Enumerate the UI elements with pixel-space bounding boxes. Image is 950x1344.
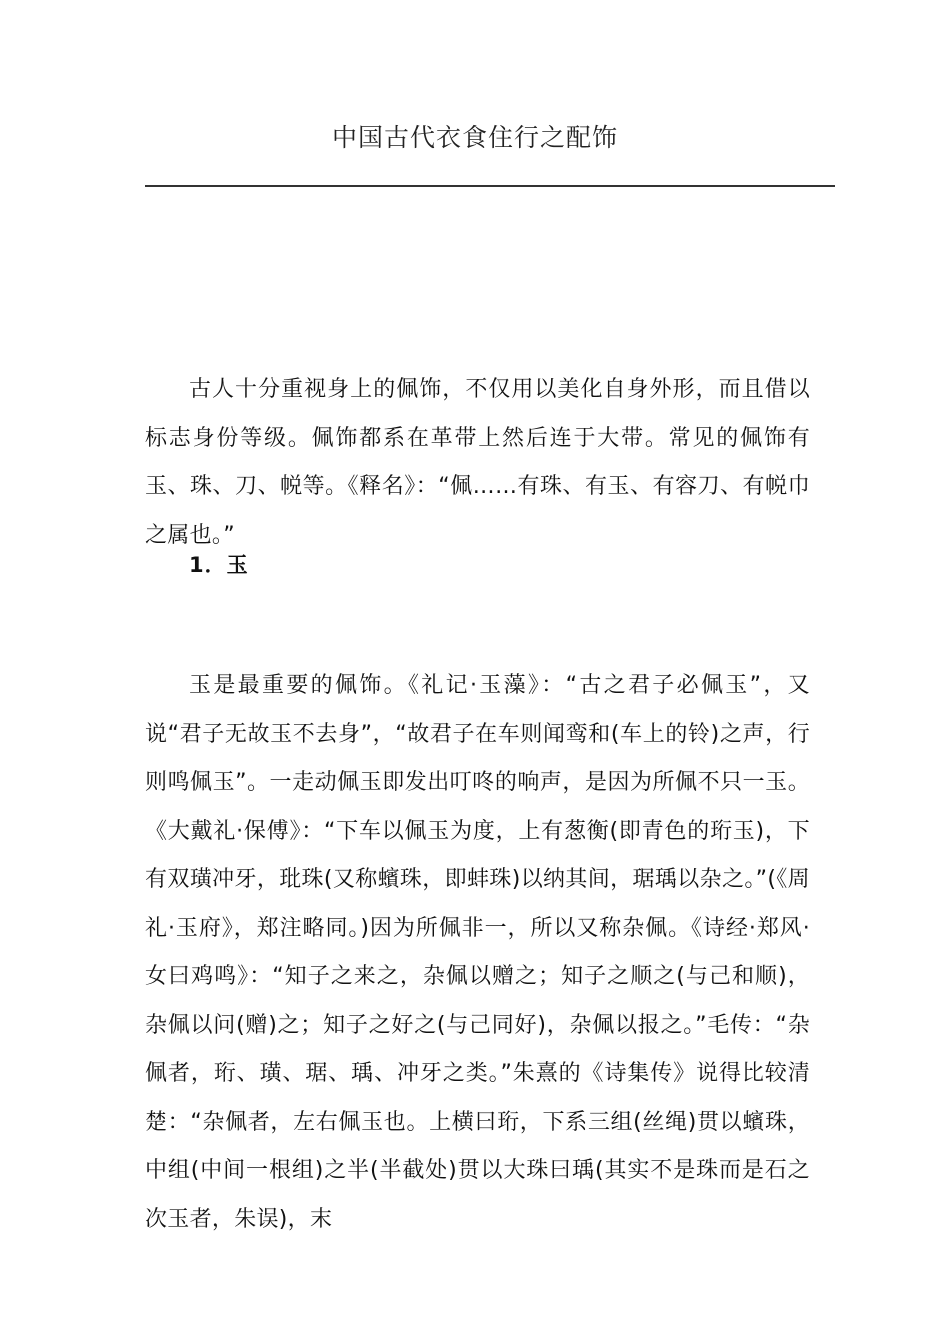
intro-paragraph: 古人十分重视身上的佩饰，不仅用以美化自身外形，而且借以标志身份等级。佩饰都系在革带上然后连于大带。常见的佩饰有玉、珠、刀、帨等。《释名》：“佩……有珠、有玉、有容刀、有帨巾之属也。” <box>145 377 810 548</box>
jade-paragraph: 玉是最重要的佩饰。《礼记·玉藻》：“古之君子必佩玉”，又说“君子无故玉不去身”，“故君子在车则闻鸾和(车上的铃)之声，行则鸣佩玉”。一走动佩玉即发出叮咚的响声，是因为所佩不只一玉。《大戴礼·保傅》：“下车以佩玉为度，上有葱衡(即青色的珩玉)，下有双璜冲牙，玭珠(又称蠙珠，即蚌珠)以纳其间，琚瑀以杂之。”(《周礼·玉府》，郑注略同。)因为所佩非一，所以又称杂佩。《诗经·郑风·女曰鸡鸣》：“知子之来之，杂佩以赠之；知子之顺之(与己和顺)，杂佩以问(赠)之；知子之好之(与己同好)，杂佩以报之。”毛传：“杂佩者，珩、璜、琚、瑀、冲牙之类。”朱熹的《诗集传》说得比较清楚：“杂佩者，左右佩玉也。上横曰珩，下系三组(丝绳)贯以蠙珠，中组(中间一根组)之半(半截处)贯以大珠曰瑀(其实不是珠而是石之次玉者，朱误)，末 <box>145 673 810 1232</box>
header-divider <box>145 185 835 187</box>
section-heading: 1．玉 <box>189 553 249 577</box>
page-header-title: 中国古代衣食住行之配饰 <box>331 123 618 152</box>
